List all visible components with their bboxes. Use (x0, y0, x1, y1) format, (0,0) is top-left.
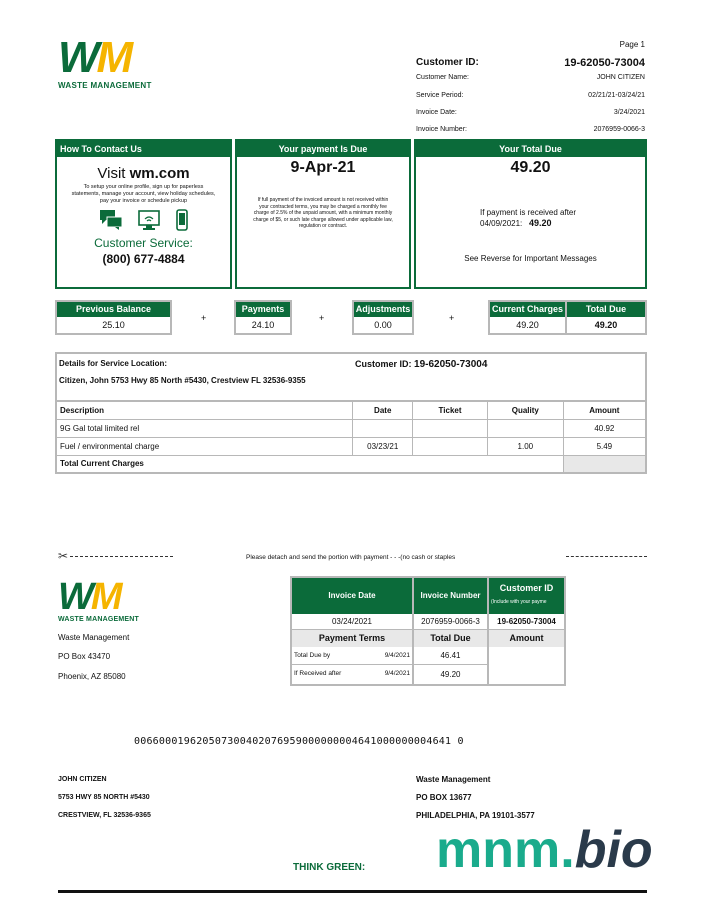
remit-to-name: Waste Management (416, 775, 491, 784)
term-date: 9/4/2021 (384, 670, 410, 677)
customer-name-label: Customer Name: (416, 74, 469, 81)
payment-due-date: 9-Apr-21 (290, 159, 356, 176)
reverse-message: See Reverse for Important Messages (464, 254, 597, 263)
detach-instructions: Please detach and send the portion with payment - - -(no cash or staples (246, 554, 456, 561)
stub-customer-id-label: Customer ID (499, 583, 554, 593)
stub-invoice-number-label: Invoice Number (414, 578, 489, 614)
cut-line-right (566, 556, 647, 557)
customer-name: JOHN CITIZEN (58, 776, 107, 783)
contact-title: How To Contact Us (57, 141, 230, 157)
col-amount: Amount (563, 401, 646, 419)
service-location-box (55, 352, 647, 400)
previous-balance-label: Previous Balance (57, 302, 170, 317)
wm-logo (58, 33, 198, 90)
phone-icon (175, 209, 189, 231)
contact-box (55, 139, 232, 289)
customer-city: CRESTVIEW, FL 32536-9365 (58, 812, 151, 819)
table-row (56, 419, 646, 437)
col-ticket: Ticket (413, 401, 488, 419)
stub-customer-id-sub: (Include with your payme (491, 599, 547, 605)
summary-total-due-label: Total Due (567, 302, 645, 317)
current-charges-col (490, 302, 567, 333)
stub-amount-entry[interactable] (489, 647, 564, 684)
term-label: Total Due by (294, 652, 331, 659)
customer-service-label: Customer Service: (94, 236, 193, 250)
payment-stub (290, 576, 566, 686)
term-amount: 49.20 (414, 665, 489, 684)
current-charges-label: Current Charges (490, 302, 565, 317)
table-row (56, 437, 646, 455)
remit-city: Phoenix, AZ 85080 (58, 672, 126, 681)
remit-to-city: PHILADELPHIA, PA 19101-3577 (416, 811, 535, 820)
service-address: Citizen, John 5753 Hwy 85 North #5430, Crestview FL 32536-9355 (59, 376, 306, 385)
service-period-label: Service Period: (416, 92, 464, 99)
setup-text: To setup your online profile, sign up for paperless statements, manage your account, view holiday schedules, pay your invoice or schedule pickup (71, 184, 216, 204)
total-row (56, 455, 646, 473)
invoice-number-label: Invoice Number: (416, 126, 467, 133)
late-fee-notice: If full payment of the invoiced amount is not received within your contracted terms, you may be charged a monthly fee charge of 2.5% of the unpaid amount, with a minimum monthly charge of $5, or such late charge allowed under applicable law, regulation or contract. (253, 197, 393, 229)
stub-customer-id: 19-62050-73004 (489, 614, 564, 630)
plus-sign: + (449, 313, 455, 323)
summary-total-due-value: 49.20 (594, 320, 618, 330)
remit-po-box: PO Box 43470 (58, 652, 111, 661)
payment-due-box (235, 139, 411, 289)
invoice-date-value: 3/24/2021 (613, 109, 645, 116)
service-customer-id-value: 19-62050-73004 (414, 359, 488, 370)
late-payment-date: 04/09/2021: (480, 219, 523, 228)
think-green-slogan: THINK GREEN: (293, 862, 366, 873)
col-description: Description (56, 401, 353, 419)
micr-line: 006600019620507300402076959000000004641000000004641 0 (134, 736, 464, 747)
total-due-amount: 49.20 (510, 159, 551, 176)
col-quality: Quality (487, 401, 563, 419)
row-ticket (413, 437, 488, 455)
computer-icon (137, 209, 161, 231)
cut-line-left (70, 556, 173, 557)
stub-customer-id-header (489, 578, 564, 614)
stub-payment-terms-label: Payment Terms (292, 630, 414, 647)
service-customer-id (355, 359, 487, 370)
row-ticket (413, 419, 488, 437)
adjustments-label: Adjustments (354, 302, 412, 317)
logo-mark: WM (58, 33, 131, 82)
remit-company: Waste Management (58, 633, 130, 642)
row-quality (487, 419, 563, 437)
stub-invoice-number: 2076959-0066-3 (414, 614, 489, 630)
customer-id-value: 19-62050-73004 (564, 57, 645, 69)
invoice-date-label: Invoice Date: (416, 109, 457, 116)
total-current-charges-label: Total Current Charges (56, 455, 563, 473)
service-customer-id-label: Customer ID: (355, 359, 412, 369)
charges-header-row (56, 401, 646, 419)
current-charges-box (488, 300, 647, 335)
row-description: 9G Gal total limited rel (56, 419, 353, 437)
customer-service-phone[interactable]: (800) 677-4884 (102, 252, 185, 266)
scissors-icon: ✂ (58, 549, 69, 563)
stub-invoice-date: 03/24/2021 (292, 614, 414, 630)
col-date: Date (353, 401, 413, 419)
adjustments-box (352, 300, 414, 335)
previous-balance-box (55, 300, 172, 335)
stub-invoice-date-label: Invoice Date (292, 578, 414, 614)
payment-due-title: Your payment Is Due (237, 141, 409, 157)
row-quality: 1.00 (487, 437, 563, 455)
plus-sign: + (319, 313, 325, 323)
adjustments-value: 0.00 (374, 320, 392, 330)
stub-amount-label: Amount (489, 630, 564, 647)
watermark-part-a: mnm. (436, 821, 575, 879)
stub-total-due-label: Total Due (414, 630, 489, 647)
remit-to-po-box: PO BOX 13677 (416, 793, 472, 802)
stub-term-row (292, 647, 414, 665)
customer-id-label: Customer ID: (416, 57, 479, 68)
plus-sign: + (201, 313, 207, 323)
total-due-title: Your Total Due (416, 141, 645, 157)
service-period-value: 02/21/21-03/24/21 (588, 92, 645, 99)
charges-table (55, 400, 647, 474)
payments-value: 24.10 (251, 320, 275, 330)
chat-icon (99, 209, 123, 231)
contact-icons (57, 209, 230, 231)
term-label: If Received after (294, 670, 342, 677)
service-location-label: Details for Service Location: (59, 359, 168, 368)
bottom-rule (58, 890, 647, 893)
page-number: Page 1 (619, 40, 645, 49)
logo-company-name: WASTE MANAGEMENT (58, 81, 152, 90)
summary-total-due-col (567, 302, 645, 333)
total-due-box (414, 139, 647, 289)
payments-label: Payments (236, 302, 290, 317)
total-current-charges-value (563, 455, 646, 473)
late-payment-amount: 49.20 (528, 218, 552, 228)
row-description: Fuel / environmental charge (56, 437, 353, 455)
previous-balance-value: 25.10 (102, 320, 125, 330)
term-amount: 46.41 (414, 647, 489, 665)
term-date: 9/4/2021 (384, 652, 410, 659)
watermark (436, 821, 653, 879)
stub-term-row (292, 665, 414, 684)
payments-box (234, 300, 292, 335)
stub-logo-mark: WM (58, 576, 120, 618)
stub-logo-company-name: WASTE MANAGEMENT (58, 616, 139, 623)
customer-street: 5753 HWY 85 NORTH #5430 (58, 794, 150, 801)
row-date (353, 419, 413, 437)
website-link[interactable]: wm.com (129, 165, 190, 182)
visit-prefix: Visit (97, 165, 130, 182)
visit-line (57, 165, 230, 182)
customer-name-value: JOHN CITIZEN (596, 74, 645, 81)
invoice-number-value: 2076959-0066-3 (593, 126, 645, 133)
row-date: 03/23/21 (353, 437, 413, 455)
watermark-part-b: bio (574, 821, 653, 879)
late-payment-note (480, 207, 576, 229)
row-amount: 40.92 (563, 419, 646, 437)
row-amount: 5.49 (563, 437, 646, 455)
late-payment-line: If payment is received after (480, 208, 577, 217)
stub-wm-logo (58, 578, 178, 623)
current-charges-value: 49.20 (516, 320, 539, 330)
